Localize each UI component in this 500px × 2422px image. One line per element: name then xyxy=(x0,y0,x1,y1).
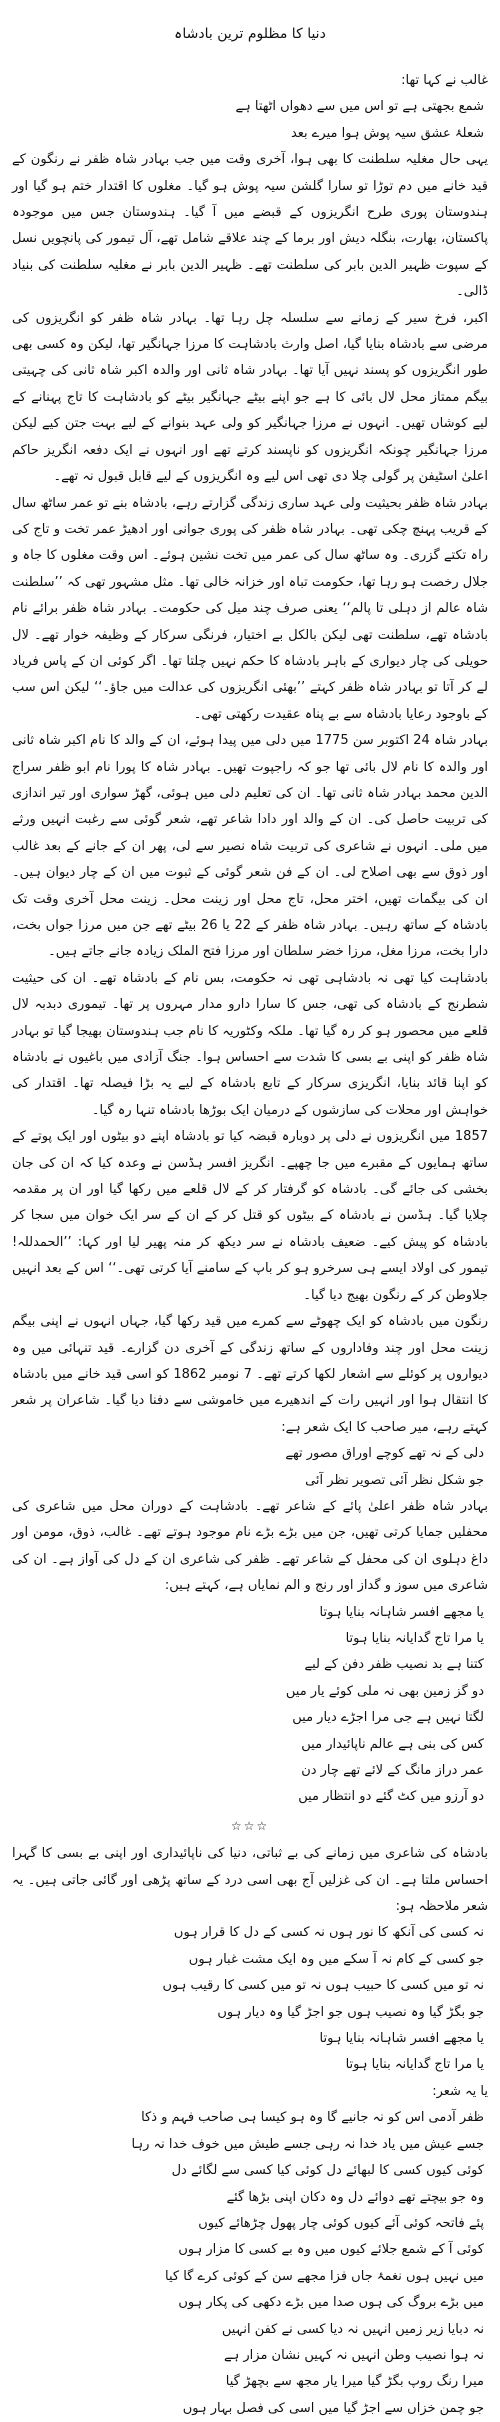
verse-line: جسے عیش میں یاد خدا نہ رہی جسے طیش میں خوف خدا نہ رہا xyxy=(131,2136,484,2152)
verse-line: جو چمن خزاں سے اجڑ گیا میں اسی کی فصل بہار ہوں xyxy=(182,2400,484,2416)
verse-line: جو بگڑ گیا وہ نصیب ہوں جو اجڑ گیا وہ دیار ہوں xyxy=(217,2004,484,2020)
verse-line: کوئی کیوں کسی کا لبھائے دل کوئی کیا کسی سے لگائے دل xyxy=(171,2163,484,2179)
verse-line: یا مرا تاج گدایانہ بنایا ہوتا xyxy=(345,2057,484,2073)
verse-line: دو گز زمین بھی نہ ملی کوئے یار میں xyxy=(285,1683,484,1699)
intro-line: یا یہ شعر: xyxy=(432,2083,488,2099)
paragraph: 1857 میں انگریزوں نے دلی پر دوبارہ قبضہ کیا تو بادشاہ اپنے دو بیٹوں اور ایک پوتے کے ساتھ ہمایوں کے مقبرے میں جا چھپے۔ انگریز افسر ہڈسن نے وعدہ کیا کہ ان کی جان بخشی کی جائے گی۔ بادشاہ کو گرفتار کر کے لال قلعے میں رکھا گیا اور ان پر مقدمہ چلایا گیا۔ ہڈسن نے بادشاہ کے بیٹوں کو قتل کر کے ان کے سر ایک خوان میں سجا کر بادشاہ کو پیش کیے۔ ضعیف بادشاہ نے سر دیکھ کر منہ پھیر لیا اور کہا: ’’الحمدللہ! تیمور کی اولاد ایسے ہی سرخرو ہو کر باپ کے سامنے آیا کرتی تھی۔‘‘ اس کے بعد انہیں جلاوطن کر کے رنگون بھیج دیا گیا۔ xyxy=(12,1129,488,1303)
verse-line: کوئی آ کے شمع جلائے کیوں میں وہ بے کسی کا مزار ہوں xyxy=(178,2242,484,2258)
section-separator: ☆☆☆ xyxy=(230,1818,270,1833)
paragraph: بادشاہ کی شاعری میں زمانے کی بے ثباتی، دنیا کی ناپائیداری اور اپنی بے بسی کا گہرا احساس ملتا ہے۔ ان کی غزلیں آج بھی اسی درد کے ساتھ پڑھی اور گائی جاتی ہیں۔ یہ شعر ملاحظہ ہو: xyxy=(12,1846,488,1915)
paragraph: اکبر، فرخ سیر کے زمانے سے سلسلہ چل رہا تھا۔ بہادر شاہ ظفر کو انگریزوں کی مرضی سے بادشاہ بنایا گیا، اصل وارث بادشاہت کا مرزا جہانگیر تھا، لیکن وہ کسی بھی طور انگریزوں کو پسند نہیں آیا تھا۔ بہادر شاہ ثانی اور والدہ اکبر شاہ ثانی کی چہیتی بیگم ممتاز محل لال بائی کا ہے جو اپنے بیٹے جہانگیر بیٹے کو بادشاہت کا تاج پہنانے کے لیے کوشاں تھیں۔ انہوں نے مرزا جہانگیر کو ولی عہد بنوانے کے لیے بہت جتن کیے لیکن مرزا جہانگیر چونکہ انگریزوں کو ناپسند کرتے تھے اور انہوں نے ایک دفعہ انگریز حاکم اعلیٰ اسٹیفن پر گولی چلا دی تھی اس لیے وہ انگریزوں کے لیے قابل قبول نہ تھے۔ xyxy=(12,310,488,485)
paragraph: رنگون میں بادشاہ کو ایک چھوٹے سے کمرے میں قید رکھا گیا، جہاں انہوں نے اپنی بیگم زینت محل اور چند وفاداروں کے ساتھ زندگی کے آخری دن گزارے۔ قید تنہائی میں وہ دیواروں پر کوئلے سے اشعار لکھا کرتے تھے۔ 7 نومبر 1862 کو اسی قید خانے میں بادشاہ کا انتقال ہوا اور انہیں رات کے اندھیرے میں خاموشی سے دفنا دیا گیا۔ شاعران پر شعر کہتے رہے، میر صاحب کا ایک شعر ہے: xyxy=(12,1314,488,1435)
paragraph: بہادر شاہ ظفر بحیثیت ولی عہد ساری زندگی گزارتے رہے، بادشاہ بنے تو عمر ساٹھ سال کے قریب پہنچ چکی تھی۔ بہادر شاہ ظفر کی پوری جوانی اور ادھیڑ عمر تخت و تاج کی راہ تکتے گزری۔ وہ ساٹھ سال کی عمر میں تخت نشین ہوئے۔ اس وقت مغلوں کا جاہ و جلال رخصت ہو رہا تھا، حکومت تباہ اور خزانہ خالی تھا۔ مثل مشہور تھی کہ ’’سلطنت شاہ عالم از دہلی تا پالم‘‘ یعنی صرف چند میل کی حکومت۔ بہادر شاہ ظفر برائے نام بادشاہ تھے، سلطنت تھی لیکن بالکل بے اختیار، فرنگی سرکار کے وظیفہ خوار تھے۔ لال حویلی کی چار دیواری کے باہر بادشاہ کا حکم نہیں چلتا تھا۔ اگر کوئی ان کے پاس فریاد لے کر آتا تو بہادر شاہ ظفر کہتے ’’بھئی انگریزوں کی عدالت میں جاؤ۔‘‘ لیکن اس سب کے باوجود رعایا بادشاہ سے بے پناہ عقیدت رکھتی تھی۔ xyxy=(12,495,488,722)
verse-line: جو کسی کے کام نہ آ سکے میں وہ ایک مشت غبار ہوں xyxy=(188,1951,484,1967)
verse-line: دلی کے نہ تھے کوچے اوراق مصور تھے xyxy=(285,1446,484,1462)
verse-line: شعلۂ عشق سیہ پوش ہوا میرے بعد xyxy=(290,125,484,141)
verse-line: عمر دراز مانگ کے لائے تھے چار دن xyxy=(301,1763,484,1778)
verse-line: نہ تو میں کسی کا حبیب ہوں نہ تو میں کسی کا رقیب ہوں xyxy=(162,1978,484,1994)
verse-line: نہ کسی کی آنکھ کا نور ہوں نہ کسی کے دل کا قرار ہوں xyxy=(173,1925,484,1941)
paragraph: بہادر شاہ 24 اکتوبر سن 1775 میں دلی میں پیدا ہوئے، ان کے والد کا نام اکبر شاہ ثانی اور والدہ کا نام لال بائی تھا جو کہ راجپوت تھیں۔ بہادر شاہ کا پورا نام ابو ظفر سراج الدین محمد بہادر شاہ ثانی تھا۔ ان کی تعلیم دلی میں ہوئی، گھڑ سواری اور تیر اندازی کی تربیت حاصل کی۔ ان کے والد اور دادا شاعر تھے، شعر گوئی سے رغبت انہیں ورثے میں ملی۔ انہوں نے شاعری کی تربیت شاہ نصیر سے لی، پھر ان کے جانے کے بعد غالب اور ذوق سے بھی اصلاح لی۔ ان کے فن شعر گوئی کے ثبوت میں ان کے چار دیوان ہیں۔ ان کی بیگمات تھیں، اختر محل، تاج محل اور زینت محل۔ زینت محل آخری وقت تک بادشاہ کے ساتھ رہیں۔ بہادر شاہ ظفر کے 22 یا 26 بیٹے تھے جن میں مرزا جواں بخت، دارا بخت، مرزا مغل، مرزا خضر سلطان اور مرزا فتح الملک زیادہ جانے جاتے ہیں۔ xyxy=(12,733,489,960)
paragraph: بادشاہت کیا تھی نہ بادشاہی تھی نہ حکومت، بس نام کے بادشاہ تھے۔ ان کی حیثیت شطرنج کے بادشاہ کی تھی، جس کا سارا دارو مدار مہروں پر تھا۔ تیموری دبدبہ لال قلعے میں محصور ہو کر رہ گیا تھا۔ ملکہ وکٹوریہ کا نام جب ہندوستان بھیجا گیا تو بہادر شاہ ظفر کو اپنی بے بسی کا شدت سے احساس ہوا۔ جنگ آزادی میں باغیوں نے بادشاہ کو اپنا قائد بنایا، انگریزی سرکار کے تابع بادشاہ کے لیے یہ بڑا فیصلہ تھا۔ اقتدار کی خواہش اور محلات کی سازشوں کے درمیان ایک بوڑھا بادشاہ تنہا رہ گیا۔ xyxy=(12,970,488,1118)
verse-line: یا مرا تاج گدایانہ بنایا ہوتا xyxy=(345,1630,484,1646)
verse-line: کس کی بنی ہے عالم ناپائیدار میں xyxy=(301,1736,484,1752)
verse-line: نہ ہوا نصیب وطن انہیں نہ کہیں نشان مزار ہے xyxy=(224,2347,484,2363)
verse-line: ظفر آدمی اس کو نہ جانیے گا وہ ہو کیسا ہی صاحب فہم و ذکا xyxy=(141,2110,484,2126)
verse-line: لگتا نہیں ہے جی مرا اجڑے دیار میں xyxy=(292,1710,484,1726)
verse-line: یا مجھے افسر شاہانہ بنایا ہوتا xyxy=(319,2031,484,2047)
verse-line: میں نہیں ہوں نغمۂ جاں فزا مجھے سن کے کوئی کرے گا کیا xyxy=(165,2268,484,2284)
intro-line: غالب نے کہا تھا: xyxy=(401,73,488,88)
article-title: دنیا کا مظلوم ترین بادشاہ xyxy=(174,26,326,42)
verse-line: نہ دبایا زیر زمیں انہیں نہ دیا کسی نے کفن انہیں xyxy=(221,2321,484,2337)
verse-line: یا مجھے افسر شاہانہ بنایا ہوتا xyxy=(319,1604,484,1620)
verse-line: وہ جو بیچتے تھے دوائے دل وہ دکان اپنی بڑھا گئے xyxy=(226,2189,484,2205)
verse-line: شمع بجھتی ہے تو اس میں سے دھواں اٹھتا ہے xyxy=(235,99,484,115)
paragraph: بہادر شاہ ظفر اعلیٰ پائے کے شاعر تھے۔ بادشاہت کے دوران محل میں شاعری کی محفلیں جمایا کرتی تھیں، جن میں بڑے بڑے نام موجود ہوتے تھے۔ غالب، ذوق، مومن اور داغ دہلوی ان کی محفل کے شاعر تھے۔ ظفر کی شاعری ان کے دل کی آواز ہے۔ ان کی شاعری میں سوز و گداز اور رنج و الم نمایاں ہے، کہتے ہیں: xyxy=(12,1498,488,1594)
verse-line: جو شکل نظر آئی تصویر نظر آئی xyxy=(305,1472,484,1488)
verse-line: دو آرزو میں کٹ گئے دو انتظار میں xyxy=(298,1789,484,1805)
paragraph: یہی حال مغلیہ سلطنت کا بھی ہوا، آخری وقت میں جب بہادر شاہ ظفر نے رنگون کے قید خانے میں دم توڑا تو سارا گلشن سیہ پوش ہو گیا۔ مغلوں کا اقتدار ختم ہو گیا اور ہندوستان پوری طرح انگریزوں کے قبضے میں آ گیا۔ ہندوستان جس میں موجودہ پاکستان، بھارت، بنگلہ دیش اور برما کے چند علاقے شامل تھے، آل تیمور کی پانچویں نسل کے سپوت ظہیر الدین بابر کی سلطنت تھے۔ ظہیر الدین بابر نے مغلیہ سلطنت کی بنیاد ڈالی۔ xyxy=(12,152,488,300)
verse-line: میرا رنگ روپ بگڑ گیا میرا یار مجھ سے بچھڑ گیا xyxy=(225,2374,484,2390)
verse-line: پئے فاتحہ کوئی آئے کیوں کوئی چار پھول چڑھائے کیوں xyxy=(198,2215,484,2231)
verse-line: کتنا ہے بد نصیب ظفر دفن کے لیے xyxy=(304,1657,484,1673)
verse-line: میں بڑے بروگ کی ہوں صدا میں بڑے دکھی کی پکار ہوں xyxy=(178,2295,484,2311)
